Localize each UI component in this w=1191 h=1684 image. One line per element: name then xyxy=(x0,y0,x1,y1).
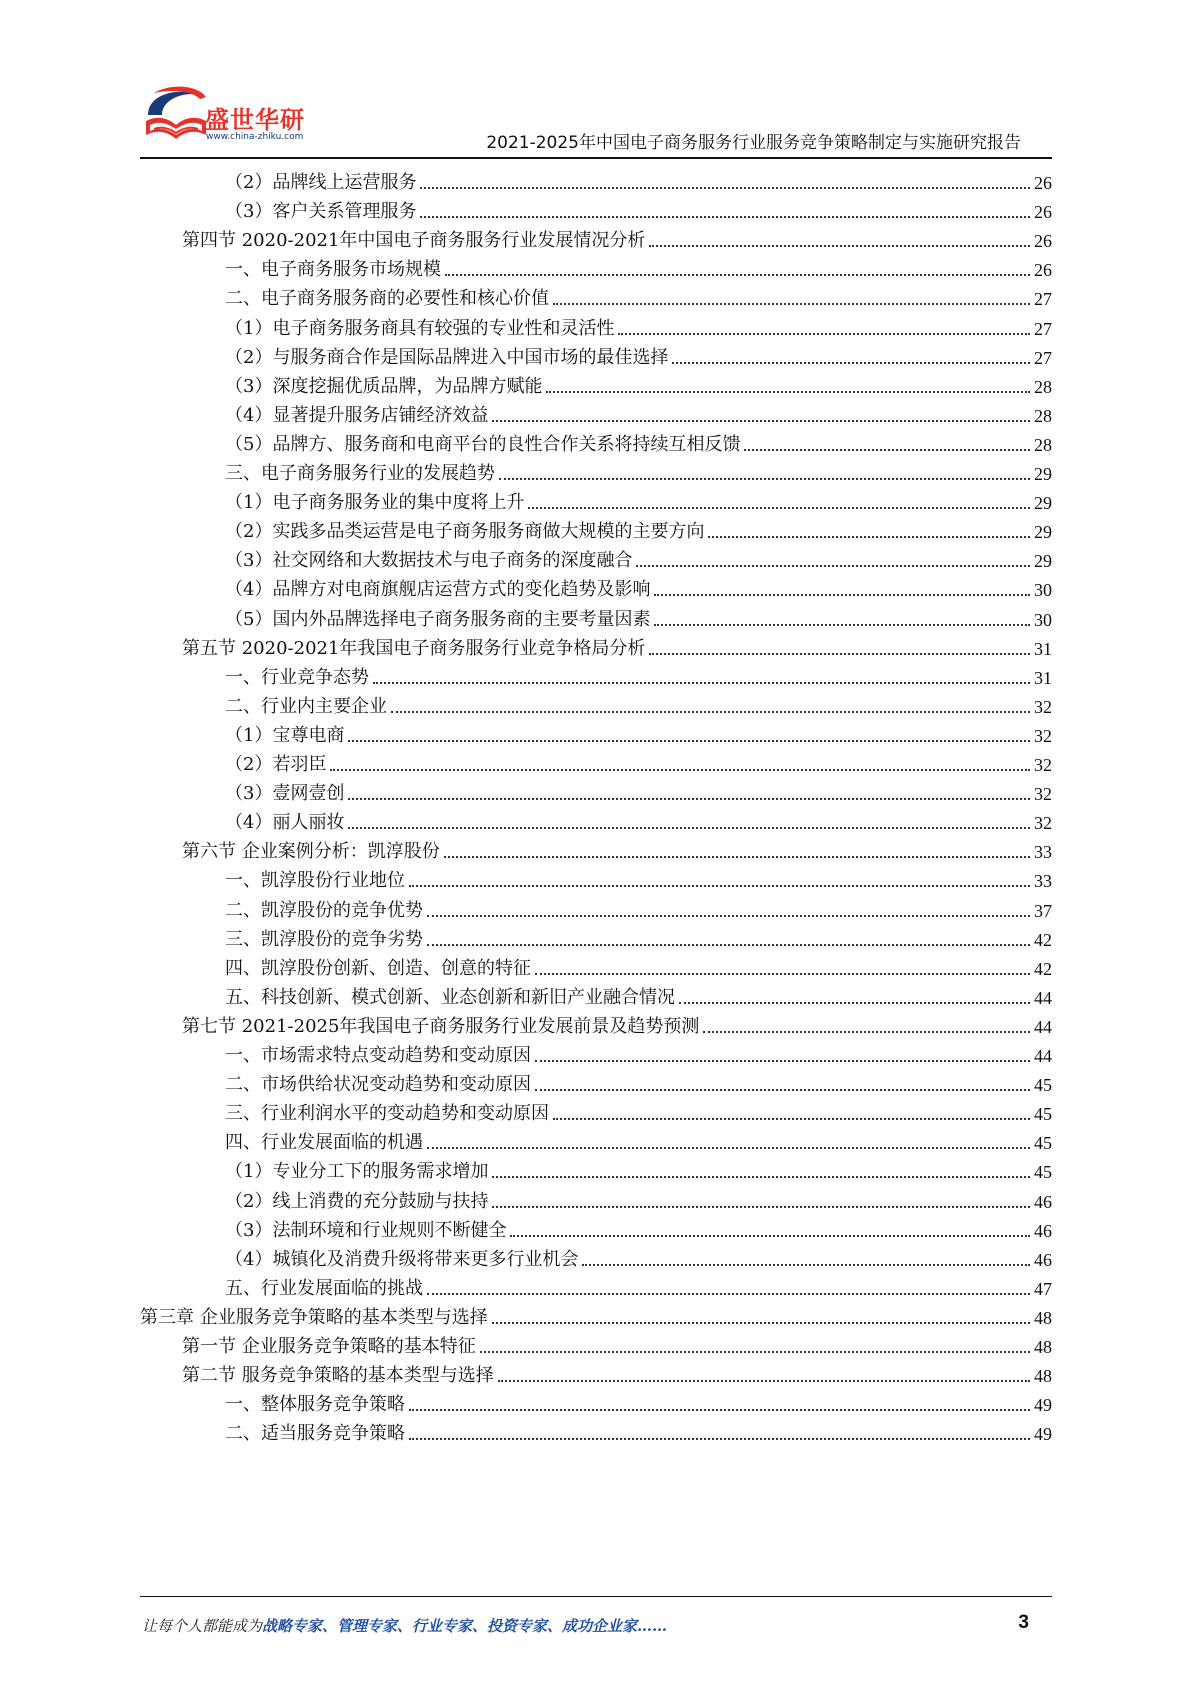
toc-entry-label: （2）若羽臣 xyxy=(225,754,327,775)
toc-entry[interactable] xyxy=(225,1211,1052,1242)
toc-entry[interactable] xyxy=(225,541,1052,572)
toc-entry-label: （1）宝尊电商 xyxy=(225,724,345,746)
toc-entry-page: 26 xyxy=(1034,173,1052,193)
toc-leader-dots xyxy=(427,1147,1030,1149)
toc-entry-page: 45 xyxy=(1034,1133,1052,1154)
footer-divider xyxy=(140,1596,1052,1597)
toc-entry-label: （4）城镇化及消费升级将带来更多行业机会 xyxy=(225,1248,579,1270)
toc-entry-label: 第二节 服务竞争策略的基本类型与选择 xyxy=(182,1365,494,1387)
toc-entry-page: 29 xyxy=(1034,522,1052,543)
toc-entry-page: 47 xyxy=(1034,1278,1052,1299)
toc-entry-label: （5）品牌方、服务商和电商平台的良性合作关系将持续互相反馈 xyxy=(225,433,741,455)
toc-entry-label: 一、行业竞争态势 xyxy=(225,666,369,688)
toc-leader-dots xyxy=(535,1060,1030,1062)
toc-entry-label: 第七节 2021-2025年我国电子商务服务行业发展前景及趋势预测 xyxy=(182,1015,700,1037)
toc-leader-dots xyxy=(649,653,1030,655)
page-header xyxy=(0,0,1191,160)
toc-entry-label: （5）国内外品牌选择电子商务服务商的主要考量因素 xyxy=(225,608,651,630)
toc-entry-label: （2）品牌线上运营服务 xyxy=(225,172,417,193)
toc-entry[interactable] xyxy=(225,745,1052,776)
toc-entry-label: 二、市场供给状况变动趋势和变动原因 xyxy=(225,1074,531,1096)
logo-text: 盛世华研 xyxy=(205,106,305,134)
toc-entry[interactable] xyxy=(225,1182,1052,1213)
toc-entry[interactable] xyxy=(182,1356,1052,1387)
toc-entry-label: 一、整体服务竞争策略 xyxy=(225,1394,405,1416)
toc-entry[interactable] xyxy=(225,1269,1052,1300)
toc-leader-dots xyxy=(330,769,1030,771)
toc-entry[interactable] xyxy=(182,1007,1052,1038)
toc-entry-page: 29 xyxy=(1034,551,1052,572)
toc-entry-label: （3）社交网络和大数据技术与电子商务的深度融合 xyxy=(225,550,633,572)
toc-leader-dots xyxy=(373,682,1030,684)
toc-entry-label: （3）法制环境和行业规则不断健全 xyxy=(225,1219,507,1241)
toc-entry-label: （2）实践多品类运营是电子商务服务商做大规模的主要方向 xyxy=(225,521,705,543)
toc-entry-label: （1）专业分工下的服务需求增加 xyxy=(225,1161,489,1183)
toc-leader-dots xyxy=(348,740,1030,742)
toc-leader-dots xyxy=(679,1002,1030,1004)
toc-entry-page: 26 xyxy=(1034,202,1052,223)
toc-leader-dots xyxy=(649,245,1030,247)
toc-entry-label: （1）电子商务服务业的集中度将上升 xyxy=(225,492,525,514)
toc-entry-page: 26 xyxy=(1034,231,1052,252)
toc-entry-page: 27 xyxy=(1034,347,1052,368)
logo-url: www.china-zhiku.com xyxy=(206,132,304,142)
toc-entry[interactable] xyxy=(225,920,1052,951)
toc-entry-page: 32 xyxy=(1034,755,1052,775)
toc-entry-page: 44 xyxy=(1034,1016,1052,1037)
page-number: 3 xyxy=(1018,1612,1029,1633)
toc-entry[interactable] xyxy=(182,221,1052,252)
toc-entry-page: 42 xyxy=(1034,958,1052,979)
toc-entry-label: 三、电子商务服务行业的发展趋势 xyxy=(225,463,495,484)
toc-entry-page: 46 xyxy=(1034,1249,1052,1270)
toc-leader-dots xyxy=(654,594,1030,596)
toc-entry-label: （4）丽人丽妆 xyxy=(225,812,345,834)
toc-entry[interactable] xyxy=(225,600,1052,631)
toc-entry-label: 一、市场需求特点变动趋势和变动原因 xyxy=(225,1045,531,1066)
toc-leader-dots xyxy=(744,449,1030,451)
toc-entry[interactable] xyxy=(225,803,1052,834)
toc-entry-label: 第一节 企业服务竞争策略的基本特征 xyxy=(182,1336,476,1357)
toc-leader-dots xyxy=(553,1118,1030,1120)
toc-entry[interactable] xyxy=(182,832,1052,863)
toc-entry-page: 32 xyxy=(1034,725,1052,746)
toc-leader-dots xyxy=(427,915,1030,917)
toc-entry[interactable] xyxy=(225,338,1052,369)
toc-entry-label: 第四节 2020-2021年中国电子商务服务行业发展情况分析 xyxy=(182,230,646,252)
toc-entry-page: 31 xyxy=(1034,667,1052,688)
toc-entry-label: 二、凯淳股份的竞争优势 xyxy=(225,899,423,921)
toc-leader-dots xyxy=(492,420,1030,422)
toc-leader-dots xyxy=(499,478,1030,480)
toc-entry-label: 二、行业内主要企业 xyxy=(225,695,387,717)
toc-leader-dots xyxy=(498,1380,1030,1382)
toc-entry[interactable] xyxy=(225,949,1052,980)
toc-entry[interactable] xyxy=(225,1065,1052,1096)
toc-leader-dots xyxy=(409,885,1030,887)
toc-leader-dots xyxy=(546,391,1030,393)
toc-entry[interactable] xyxy=(225,454,1052,485)
toc-entry[interactable] xyxy=(225,891,1052,922)
toc-entry-page: 45 xyxy=(1034,1075,1052,1096)
toc-entry-page: 45 xyxy=(1034,1162,1052,1183)
toc-entry-label: 一、电子商务服务市场规模 xyxy=(225,259,441,281)
toc-entry-page: 44 xyxy=(1034,987,1052,1008)
toc-entry-label: （4）显著提升服务店铺经济效益 xyxy=(225,404,489,426)
toc-entry-label: 第六节 企业案例分析：凯淳股份 xyxy=(182,841,440,863)
toc-entry-page: 28 xyxy=(1034,405,1052,426)
toc-entry-label: 三、凯淳股份的竞争劣势 xyxy=(225,928,423,950)
toc-entry[interactable] xyxy=(225,512,1052,543)
toc-leader-dots xyxy=(654,624,1030,626)
toc-entry[interactable] xyxy=(225,570,1052,601)
toc-entry[interactable] xyxy=(225,309,1052,340)
toc-entry-page: 49 xyxy=(1034,1395,1052,1416)
toc-entry-page: 31 xyxy=(1034,638,1052,659)
toc-entry[interactable] xyxy=(225,367,1052,398)
toc-entry-label: （3）客户关系管理服务 xyxy=(225,201,417,223)
toc-leader-dots xyxy=(582,1264,1030,1266)
toc-leader-dots xyxy=(492,1206,1030,1208)
toc-entry[interactable] xyxy=(225,279,1052,310)
toc-entry[interactable] xyxy=(225,483,1052,514)
toc-entry-label: 四、行业发展面临的机遇 xyxy=(225,1132,423,1154)
toc-entry-page: 37 xyxy=(1034,900,1052,921)
toc-entry-page: 49 xyxy=(1034,1424,1052,1445)
toc-entry[interactable] xyxy=(225,658,1052,689)
footer-slogan-prefix: 让每个人都能成为 xyxy=(142,1617,263,1635)
toc-leader-dots xyxy=(480,1351,1030,1353)
toc-entry-page: 26 xyxy=(1034,260,1052,281)
toc-leader-dots xyxy=(409,1409,1030,1411)
toc-entry[interactable] xyxy=(225,250,1052,281)
toc-entry-label: （3）深度挖掘优质品牌，为品牌方赋能 xyxy=(225,375,543,397)
toc-entry[interactable] xyxy=(225,1240,1052,1271)
toc-leader-dots xyxy=(535,1089,1030,1091)
document-title: 2021-2025年中国电子商务服务行业服务竞争策略制定与实施研究报告 xyxy=(486,133,1021,153)
toc-entry-page: 48 xyxy=(1034,1366,1052,1387)
toc-leader-dots xyxy=(444,856,1030,858)
toc-entry[interactable] xyxy=(225,192,1052,223)
toc-entry-page: 32 xyxy=(1034,813,1052,834)
toc-entry-page: 44 xyxy=(1034,1046,1052,1066)
toc-leader-dots xyxy=(427,944,1030,946)
toc-entry[interactable] xyxy=(182,1327,1052,1358)
toc-leader-dots xyxy=(636,565,1030,567)
toc-leader-dots xyxy=(492,1322,1030,1324)
toc-entry-label: 三、行业利润水平的变动趋势和变动原因 xyxy=(225,1103,549,1125)
toc-leader-dots xyxy=(553,303,1030,305)
toc-leader-dots xyxy=(618,333,1030,335)
toc-entry-page: 32 xyxy=(1034,696,1052,717)
footer-slogan xyxy=(142,1615,667,1636)
toc-entry-label: 第三章 企业服务竞争策略的基本类型与选择 xyxy=(140,1306,488,1328)
toc-entry[interactable] xyxy=(225,1123,1052,1154)
header-divider xyxy=(140,157,1052,159)
toc-entry[interactable] xyxy=(182,629,1052,660)
toc-entry-label: （4）品牌方对电商旗舰店运营方式的变化趋势及影响 xyxy=(225,579,651,601)
toc-entry-page: 29 xyxy=(1034,464,1052,484)
toc-entry-page: 27 xyxy=(1034,318,1052,339)
toc-entry[interactable] xyxy=(225,1414,1052,1445)
toc-leader-dots xyxy=(427,1293,1030,1295)
toc-entry-page: 42 xyxy=(1034,929,1052,950)
toc-leader-dots xyxy=(420,216,1030,218)
toc-entry-page: 46 xyxy=(1034,1220,1052,1241)
toc-entry[interactable] xyxy=(225,163,1052,194)
toc-entry-label: 四、凯淳股份创新、创造、创意的特征 xyxy=(225,957,531,979)
toc-entry-page: 29 xyxy=(1034,493,1052,514)
toc-entry-page: 30 xyxy=(1034,609,1052,630)
toc-entry-label: （2）线上消费的充分鼓励与扶持 xyxy=(225,1190,489,1212)
toc-entry[interactable] xyxy=(225,1385,1052,1416)
toc-entry-label: （3）壹网壹创 xyxy=(225,783,345,805)
toc-entry[interactable] xyxy=(225,1036,1052,1067)
footer-slogan-highlight: 战略专家、管理专家、行业专家、投资专家、成功企业家…… xyxy=(262,1617,668,1635)
toc-entry-page: 48 xyxy=(1034,1307,1052,1328)
toc-entry-label: 一、凯淳股份行业地位 xyxy=(225,870,405,892)
toc-entry[interactable] xyxy=(225,1094,1052,1125)
toc-entry[interactable] xyxy=(225,1152,1052,1183)
toc-entry[interactable] xyxy=(140,1298,1052,1329)
toc-entry-label: 五、行业发展面临的挑战 xyxy=(225,1277,423,1299)
toc-entry-page: 32 xyxy=(1034,784,1052,805)
toc-entry[interactable] xyxy=(225,978,1052,1009)
toc-entry-label: （2）与服务商合作是国际品牌进入中国市场的最佳选择 xyxy=(225,346,669,368)
toc-leader-dots xyxy=(672,362,1030,364)
toc-entry-label: 五、科技创新、模式创新、业态创新和新旧产业融合情况 xyxy=(225,986,675,1008)
toc-leader-dots xyxy=(420,187,1030,189)
toc-entry-page: 33 xyxy=(1034,871,1052,892)
toc-entry[interactable] xyxy=(225,861,1052,892)
toc-entry[interactable] xyxy=(225,774,1052,805)
toc-leader-dots xyxy=(445,274,1030,276)
toc-entry[interactable] xyxy=(225,425,1052,456)
toc-entry-page: 27 xyxy=(1034,289,1052,310)
toc-leader-dots xyxy=(348,827,1030,829)
toc-entry-page: 45 xyxy=(1034,1104,1052,1125)
toc-leader-dots xyxy=(708,536,1030,538)
toc-entry-page: 46 xyxy=(1034,1191,1052,1212)
toc-leader-dots xyxy=(348,798,1030,800)
toc-leader-dots xyxy=(510,1235,1030,1237)
toc-entry-page: 30 xyxy=(1034,580,1052,601)
toc-entry-page: 48 xyxy=(1034,1337,1052,1357)
toc-leader-dots xyxy=(535,973,1030,975)
toc-entry-label: 二、电子商务服务商的必要性和核心价值 xyxy=(225,288,549,310)
toc-entry-label: 二、适当服务竞争策略 xyxy=(225,1423,405,1445)
toc-entry-label: （1）电子商务服务商具有较强的专业性和灵活性 xyxy=(225,317,615,339)
toc-leader-dots xyxy=(391,711,1030,713)
toc-leader-dots xyxy=(703,1031,1030,1033)
toc-entry[interactable] xyxy=(225,716,1052,747)
toc-leader-dots xyxy=(492,1176,1030,1178)
toc-entry-label: 第五节 2020-2021年我国电子商务服务行业竞争格局分析 xyxy=(182,637,646,659)
toc-leader-dots xyxy=(528,507,1030,509)
toc-entry-page: 33 xyxy=(1034,842,1052,863)
toc-entry[interactable] xyxy=(225,396,1052,427)
toc-entry[interactable] xyxy=(225,687,1052,718)
toc-entry-page: 28 xyxy=(1034,376,1052,397)
toc-leader-dots xyxy=(409,1438,1030,1440)
toc-entry-page: 28 xyxy=(1034,434,1052,455)
